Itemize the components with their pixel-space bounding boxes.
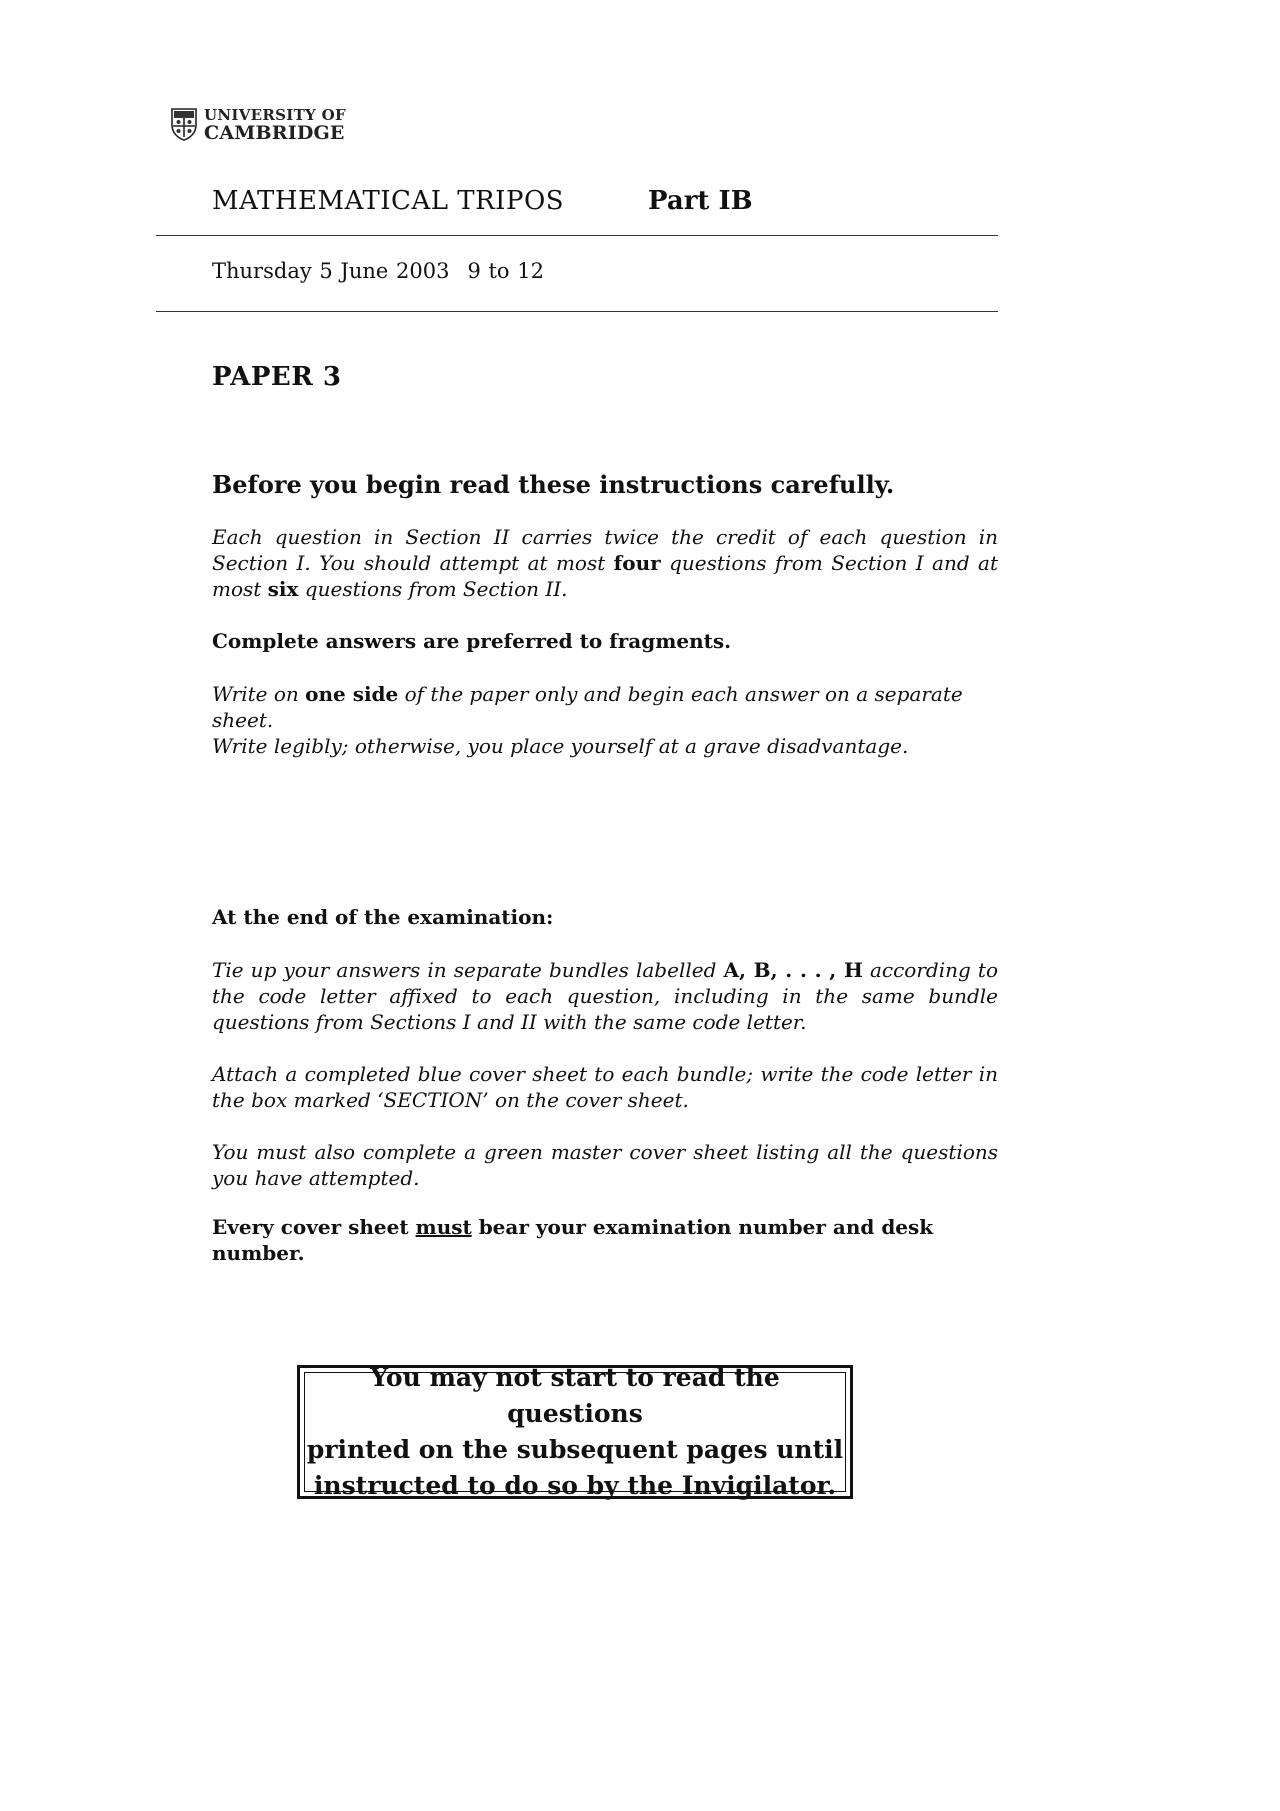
p8-text-b: bear your examination number and desk number. <box>212 1215 934 1265</box>
logo-line-1: UNIVERSITY OF <box>204 106 346 124</box>
instructions-heading: Before you begin read these instructions carefully. <box>212 470 895 499</box>
end-cover-sheet-numbers <box>212 1214 998 1266</box>
exam-date-time <box>212 259 544 283</box>
end-green-cover: You must also complete a green master cover sheet listing all the questions you have attempted. <box>212 1140 998 1190</box>
p8-text-a: Every cover sheet <box>212 1215 416 1239</box>
p8-must: must <box>415 1215 472 1239</box>
instruction-legibly: Write legibly; otherwise, you place yourself at a grave disadvantage. <box>212 734 909 758</box>
university-logo <box>170 106 346 142</box>
end-blue-cover: Attach a completed blue cover sheet to each bundle; write the code letter in the box marked ‘SECTION’ on the cover sheet. <box>212 1062 998 1112</box>
cambridge-crest-icon <box>170 107 198 141</box>
end-heading: At the end of the examination: <box>212 905 554 929</box>
notice-line-1: You may not start to read the questions <box>370 1363 780 1428</box>
p5-text-b: according to the code letter affixed to each question, including in the same bundle questions from Sections I and II with the same code letter. <box>212 958 998 1034</box>
exam-time: 9 to 12 <box>467 259 544 283</box>
exam-part: Part IB <box>648 186 753 216</box>
notice-line-2: printed on the subsequent pages until <box>306 1435 844 1464</box>
logo-wordmark <box>204 106 346 142</box>
instruction-complete-answers: Complete answers are preferred to fragments. <box>212 629 732 653</box>
p5-text-a: Tie up your answers in separate bundles labelled <box>212 958 724 982</box>
p3-text-b: of the paper only and begin each answer on a separate sheet. <box>212 682 963 732</box>
exam-title: MATHEMATICAL TRIPOS <box>212 186 565 216</box>
p5-letters: A, B, . . . , H <box>723 958 863 982</box>
end-bundles <box>212 957 998 1035</box>
p1-text-c: questions from Section II. <box>298 577 568 601</box>
instruction-one-side <box>212 681 998 733</box>
invigilator-notice <box>304 1363 846 1500</box>
p1-six: six <box>267 577 299 601</box>
invigilator-notice-box <box>297 1365 853 1499</box>
exam-date: Thursday 5 June 2003 <box>212 259 450 283</box>
instruction-credit <box>212 524 998 602</box>
p3-one-side: one side <box>305 682 399 706</box>
p1-text-a: Each question in Section II carries twice the credit of each question in Section I. You should attempt at most <box>212 525 998 575</box>
logo-line-2: CAMBRIDGE <box>204 122 345 144</box>
notice-line-3: instructed to do so by the Invigilator. <box>313 1471 837 1500</box>
p1-text-b: questions from Section I and at most <box>212 551 998 601</box>
p1-four: four <box>613 551 661 575</box>
top-divider <box>156 235 998 236</box>
p3-text-a: Write on <box>212 682 306 706</box>
bottom-divider <box>156 311 998 312</box>
paper-number: PAPER 3 <box>212 362 342 392</box>
